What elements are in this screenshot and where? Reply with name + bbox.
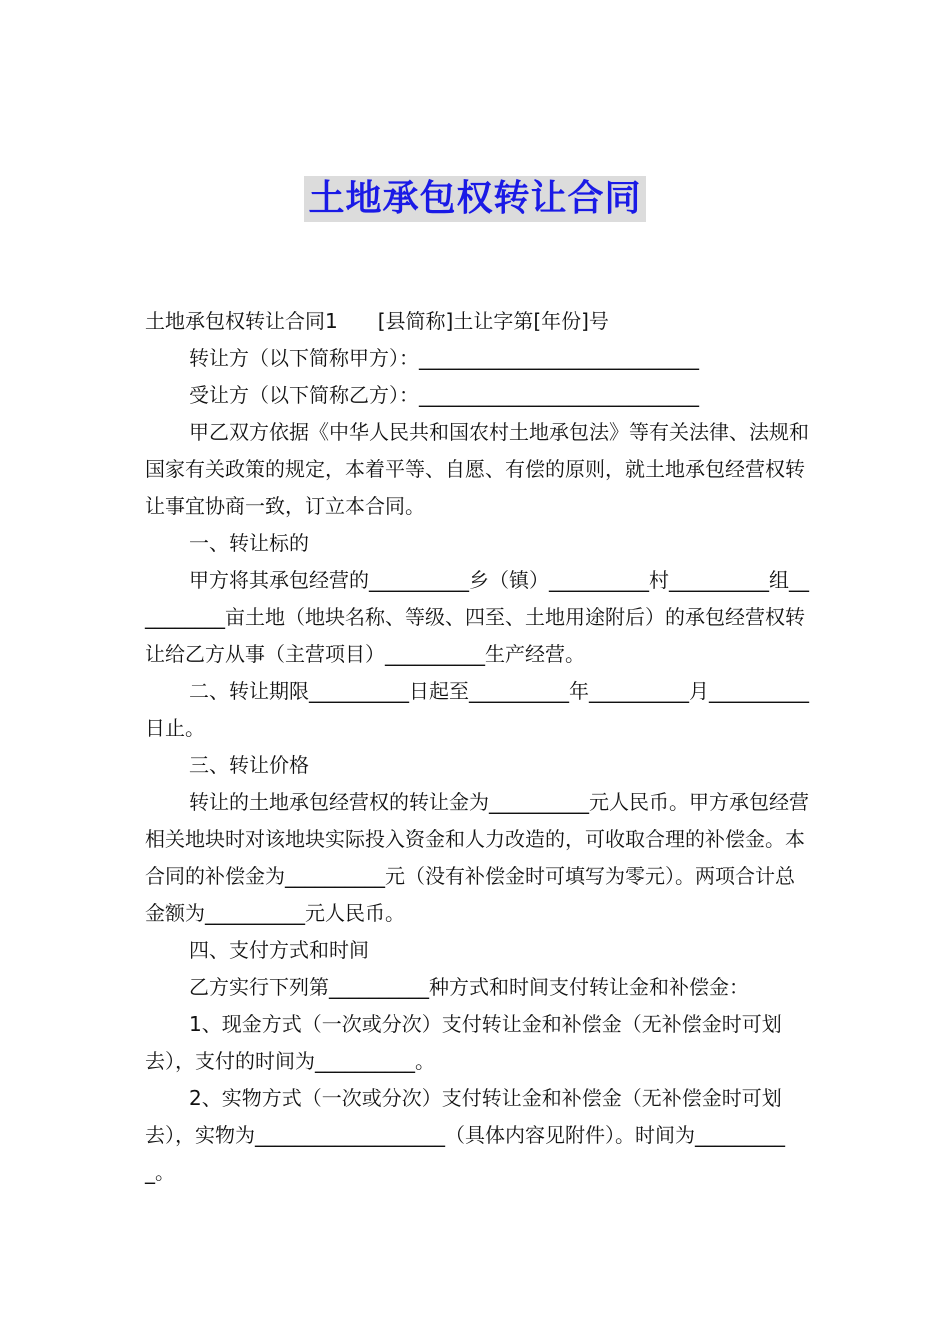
- document-title: 土地承包权转让合同: [304, 176, 645, 222]
- cash-payment-paragraph: 1、现金方式（一次或分次）支付转让金和补偿金（无补偿金时可划去），支付的时间为__________。: [145, 1012, 782, 1073]
- transfer-price-paragraph: 转让的土地承包经营权的转让金为__________元人民币。甲方承包经营相关地块时对该地块实际投入资金和人力改造的，可收取合理的补偿金。本合同的补偿金为__________元（没有补偿金时可填写为零元）。两项合计总金额为__________元人民币。: [145, 790, 809, 925]
- transferee-line: 受让方（以下简称乙方）：____________________________: [189, 383, 699, 407]
- section-heading-3: 三、转让价格: [189, 753, 309, 777]
- in-kind-payment-paragraph: 2、实物方式（一次或分次）支付转让金和补偿金（无补偿金时可划去），实物为___________________（具体内容见附件）。时间为__________。: [145, 1086, 785, 1184]
- section-heading-1: 一、转让标的: [189, 531, 309, 555]
- transferor-line: 转让方（以下简称甲方）：____________________________: [189, 346, 699, 370]
- title-container: [0, 176, 950, 222]
- section-heading-4: 四、支付方式和时间: [189, 938, 369, 962]
- preamble-paragraph: 甲乙双方依据《中华人民共和国农村土地承包法》等有关法律、法规和国家有关政策的规定，本着平等、自愿、有偿的原则，就土地承包经营权转让事宜协商一致，订立本合同。: [145, 420, 809, 518]
- transfer-subject-paragraph: 甲方将其承包经营的__________乡（镇）__________村__________组__________亩土地（地块名称、等级、四至、土地用途附后）的承包经营权转让给乙方从事（主营项目）__________生产经营。: [145, 568, 809, 666]
- document-body: [145, 303, 810, 1191]
- payment-method-paragraph: 乙方实行下列第__________种方式和时间支付转让金和补偿金：: [189, 975, 749, 999]
- contract-number-line: 土地承包权转让合同1 [县简称]土让字第[年份]号: [145, 309, 609, 333]
- transfer-term-paragraph: 二、转让期限__________日起至__________年__________月__________日止。: [145, 679, 809, 740]
